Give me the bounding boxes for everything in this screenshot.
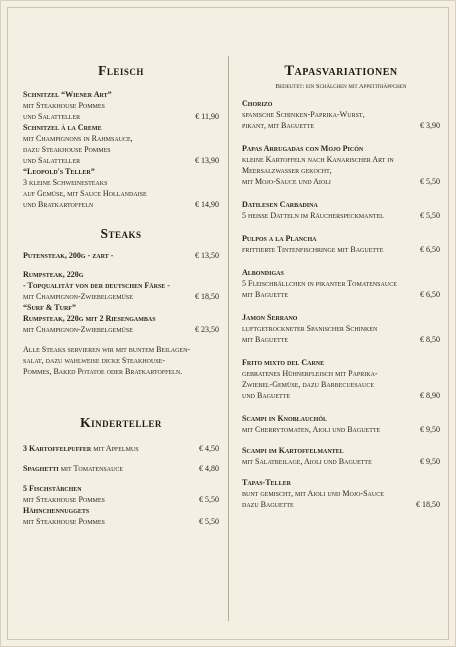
item-desc: gebratenes Hühnerfleisch mit Paprika- xyxy=(242,369,378,378)
item-desc: dazu Steakhouse Pommes xyxy=(23,145,111,154)
item-desc: mit Steakhouse Pommes xyxy=(23,517,105,526)
item-desc: frittierte Tintenfischringe mit Baguette xyxy=(242,245,384,254)
menu-item-kartoffelpuffer xyxy=(23,443,219,454)
menu-item-rumpsteak xyxy=(23,269,219,302)
item-desc: und Salatteller xyxy=(23,112,81,121)
menu-item-spaghetti xyxy=(23,463,219,474)
item-desc: und Bratkartoffeln xyxy=(23,200,94,209)
item-desc: mit Baguette xyxy=(242,335,288,344)
item-desc: mit Apfelmus xyxy=(93,444,139,453)
item-desc: dazu Baguette xyxy=(242,500,294,509)
item-desc: 3 kleine Schweinesteaks xyxy=(23,178,108,187)
item-desc: mit Steakhouse Pommes xyxy=(23,101,105,110)
section-title-tapas: Tapasvariationen xyxy=(284,63,398,79)
item-price: € 13,90 xyxy=(195,156,219,165)
tapas-item xyxy=(242,477,440,510)
item-desc: mit Cherrytomaten, Aioli und Baguette xyxy=(242,425,381,434)
menu-item-nuggets xyxy=(23,505,219,527)
item-price: € 6,50 xyxy=(420,245,440,254)
item-name: Papas Arrugadas con Mojo Picón xyxy=(242,144,364,153)
item-desc: mit Champignons in Rahmsauce, xyxy=(23,134,133,143)
item-quality: - Topqualität von der deutschen Färse - xyxy=(23,281,170,290)
item-name: Jamon Serrano xyxy=(242,313,298,322)
item-desc: mit Tomatensauce xyxy=(60,464,124,473)
item-desc: und Baguette xyxy=(242,391,290,400)
menu-item-wiener xyxy=(23,89,219,122)
item-suffix: - zart - xyxy=(87,251,114,260)
item-price: € 5,50 xyxy=(199,495,219,504)
item-subname: Rumpsteak, 220g mit 2 Riesengambas xyxy=(23,314,156,323)
item-name: Datilesen Carbadina xyxy=(242,200,318,209)
item-name: Rumpsteak, 220g xyxy=(23,270,84,279)
tapas-item xyxy=(242,98,440,131)
item-price: € 5,50 xyxy=(420,177,440,186)
item-desc: kleine Kartoffeln nach Kanarischer Art in xyxy=(242,155,394,164)
item-desc: mit Steakhouse Pommes xyxy=(23,495,105,504)
menu-item-creme xyxy=(23,122,219,166)
column-divider xyxy=(228,56,229,621)
section-title-kinder: Kinderteller xyxy=(80,415,162,430)
menu-item-fischstaebchen xyxy=(23,483,219,505)
item-price: € 13,50 xyxy=(195,251,219,260)
item-price: € 18,50 xyxy=(195,292,219,301)
item-name: Putensteak, 200g xyxy=(23,251,86,260)
item-desc: mit Champignon-Zwiebelgemüse xyxy=(23,325,133,334)
section-title-fleisch: Fleisch xyxy=(98,63,144,78)
item-price: € 11,90 xyxy=(195,112,219,121)
item-name: Schnitzel à la Creme xyxy=(23,123,102,132)
item-desc: luftgetrockneter Spanischer Schinken xyxy=(242,324,378,333)
item-name: 3 Kartoffelpuffer xyxy=(23,444,92,453)
item-name: Pulpos a la Plancha xyxy=(242,234,317,243)
tapas-list xyxy=(242,98,440,510)
item-name: Scampi in Knoblauchöl xyxy=(242,414,328,423)
tapas-item xyxy=(242,357,440,401)
item-price: € 14,90 xyxy=(195,200,219,209)
item-desc: 5 heiße Datteln im Räucherspeckmantel xyxy=(242,211,384,220)
left-column xyxy=(23,63,219,527)
item-price: € 6,50 xyxy=(420,290,440,299)
item-desc: spanische Schinken-Paprika-Wurst, xyxy=(242,110,365,119)
right-column xyxy=(242,63,440,510)
section-title-steaks: Steaks xyxy=(100,226,142,241)
item-price: € 9,50 xyxy=(420,425,440,434)
item-price: € 5,50 xyxy=(199,517,219,526)
item-desc: 5 Fleischbällchen in pikanter Tomatensauce xyxy=(242,279,397,288)
item-desc: pikant, mit Baguette xyxy=(242,121,314,130)
item-name: Hähnchennuggets xyxy=(23,506,90,515)
item-desc: auf Gemüse, mit Sauce Hollandaise xyxy=(23,189,147,198)
item-desc: mit Salatbeilage, Aioli und Baguette xyxy=(242,457,372,466)
item-price: € 4,80 xyxy=(199,464,219,473)
item-price: € 5,50 xyxy=(420,211,440,220)
item-name: Scampi im Kartoffelmantel xyxy=(242,446,344,455)
item-name: Spaghetti xyxy=(23,464,59,473)
item-name: Chorizo xyxy=(242,99,273,108)
tapas-item xyxy=(242,199,440,221)
item-name: Schnitzel “Wiener Art” xyxy=(23,90,112,99)
menu-item-leopold xyxy=(23,166,219,210)
item-price: € 18,50 xyxy=(416,500,440,509)
note-line: Alle Steaks servieren wir mit buntem Beilagen- xyxy=(23,345,191,354)
item-name: 5 Fischstäbchen xyxy=(23,484,82,493)
item-desc: Meersalzwasser gekocht, xyxy=(242,166,332,175)
item-desc: bunt gemischt, mit Aioli und Mojo-Sauce xyxy=(242,489,384,498)
menu-item-surf-turf xyxy=(23,302,219,335)
item-price: € 9,50 xyxy=(420,457,440,466)
note-line: salat, dazu wahlweise dicke Steakhouse- xyxy=(23,356,165,365)
item-desc: mit Baguette xyxy=(242,290,288,299)
item-name: Frito mixto del Carne xyxy=(242,358,325,367)
steaks-note xyxy=(23,344,219,377)
item-desc: mit Mojo-Sauce und Aioli xyxy=(242,177,331,186)
tapas-item xyxy=(242,445,440,467)
item-price: € 4,50 xyxy=(199,444,219,453)
item-name: “Surf & Turf” xyxy=(23,303,76,312)
tapas-item xyxy=(242,312,440,345)
item-name: Albondigas xyxy=(242,268,284,277)
item-desc: Zwiebel-Gemüse, dazu Barbecuesauce xyxy=(242,380,374,389)
tapas-item xyxy=(242,233,440,255)
item-name: Tapas-Teller xyxy=(242,478,291,487)
item-name: “Leopold's Teller” xyxy=(23,167,95,176)
menu-item-putensteak xyxy=(23,250,219,261)
tapas-note: Bedeutet: ein Schälchen mit Appetithäppchen xyxy=(275,83,407,90)
tapas-item xyxy=(242,267,440,300)
tapas-item xyxy=(242,413,440,435)
item-price: € 8,90 xyxy=(420,391,440,400)
item-price: € 8,50 xyxy=(420,335,440,344)
note-line: Pommes, Baked Potatoe oder Bratkartoffeln. xyxy=(23,367,183,376)
tapas-item xyxy=(242,143,440,187)
item-price: € 23,50 xyxy=(195,325,219,334)
item-desc: und Salatteller xyxy=(23,156,81,165)
item-price: € 3,90 xyxy=(420,121,440,130)
item-desc: mit Champignon-Zwiebelgemüse xyxy=(23,292,133,301)
